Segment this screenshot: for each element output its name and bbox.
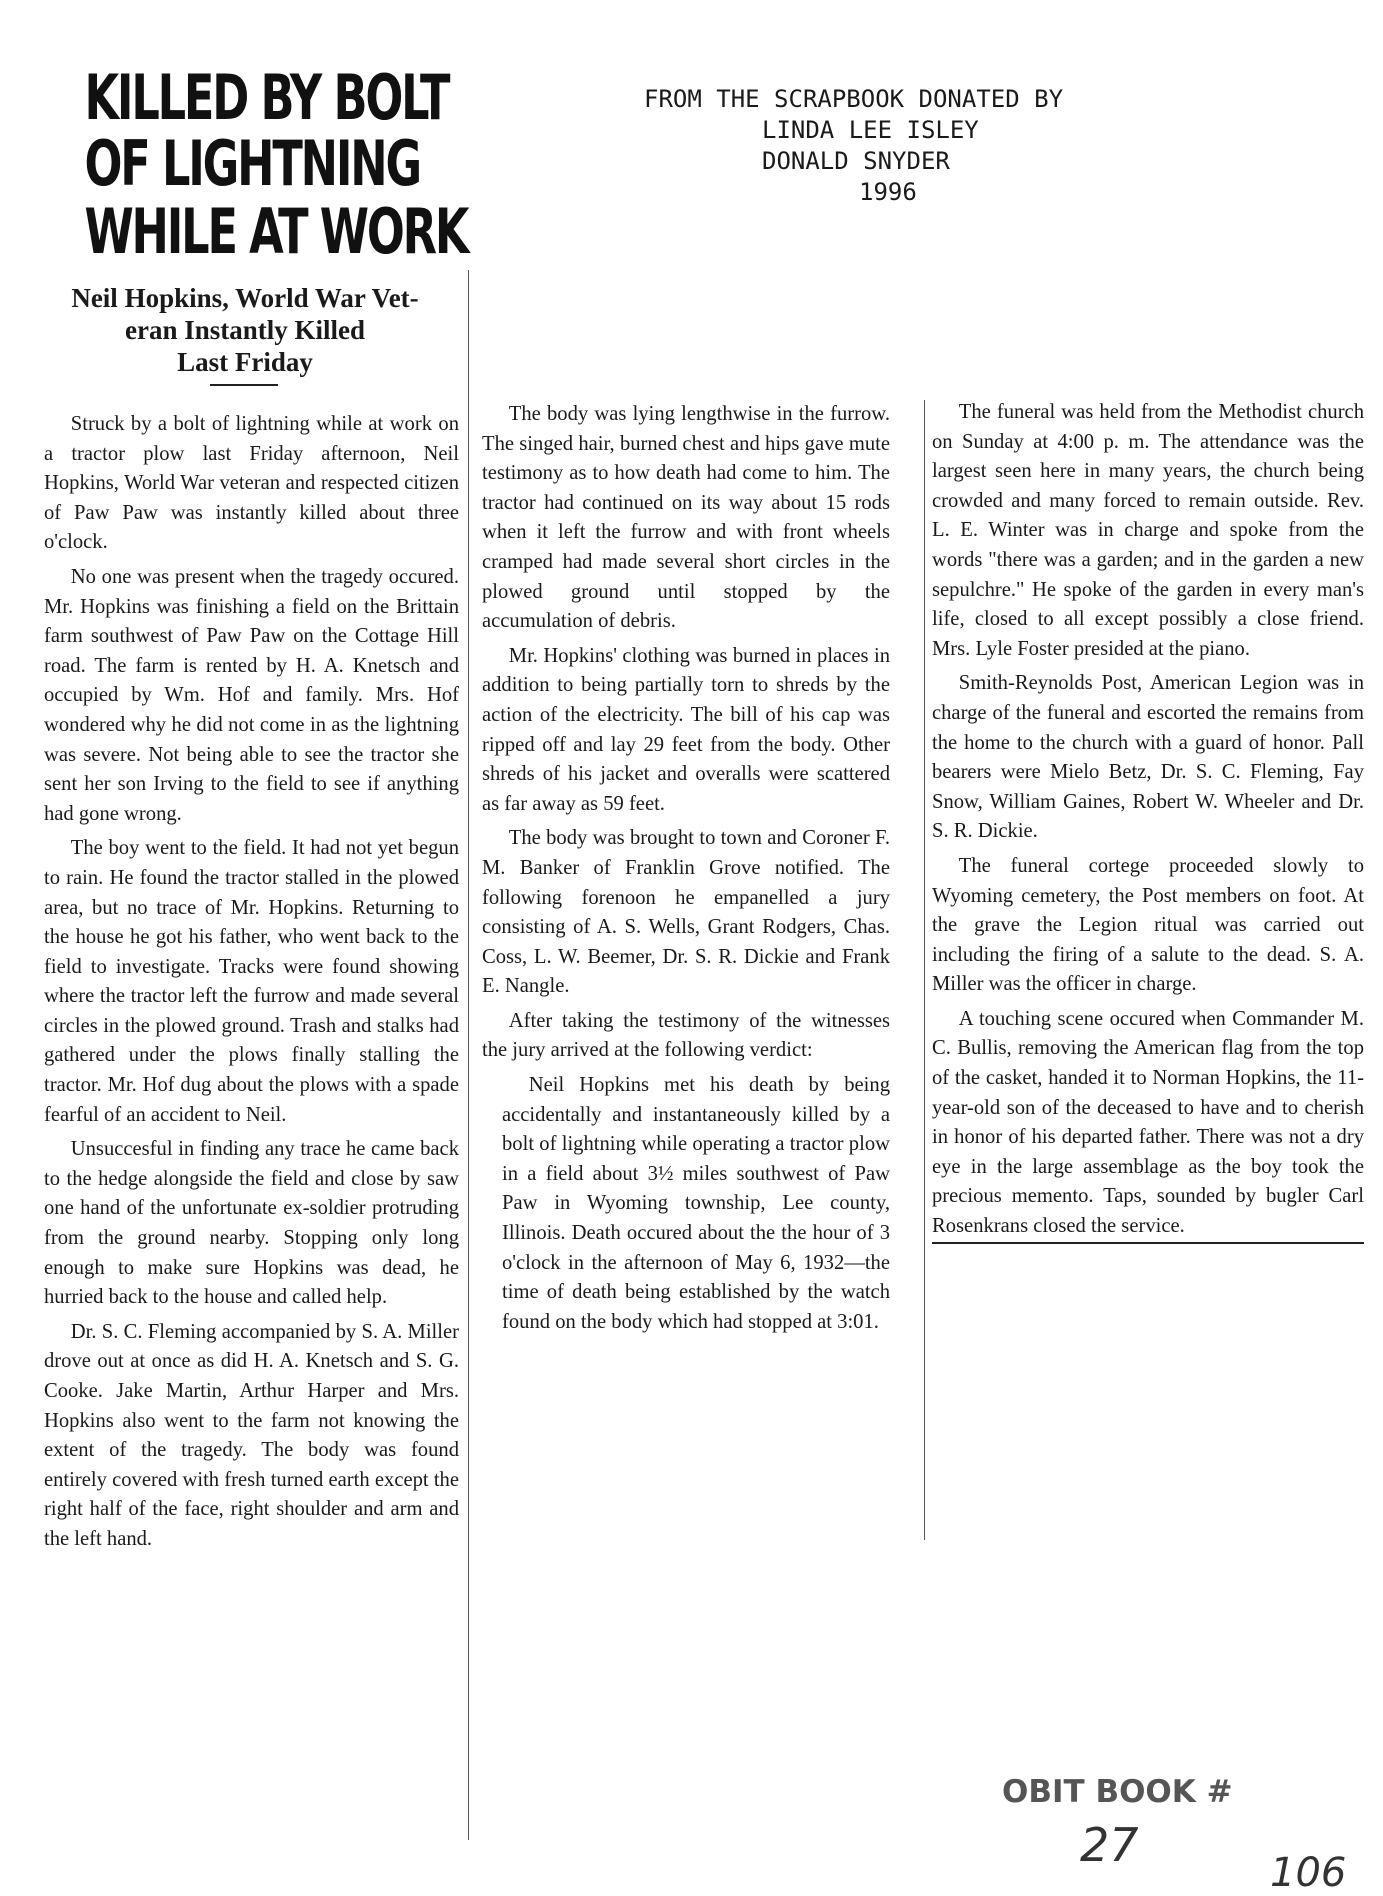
scrapbook-stamp — [644, 84, 1084, 208]
subheadline-line-3: Last Friday — [177, 347, 313, 377]
paragraph: Mr. Hopkins' clothing was burned in places in addition to being partially torn to shreds by the action of the electricity. The bill of his cap was ripped off and lay 29 feet from the body. Other shreds of his jacket and overalls were scattered as far away as 59 feet. — [482, 644, 890, 815]
paragraph: The funeral cortege proceeded slowly to Wyoming cemetery, the Post members on foot. At the grave the Legion ritual was carried out including the firing of a salute to the dead. S. A. Miller was the officer in charge. — [932, 854, 1364, 996]
paragraph: The body was lying lengthwise in the furrow. The singed hair, burned chest and hips gave mute testimony as to how death had come to him. The tractor had continued on its way about 15 rods when it left the furrow and with front wheels cramped had made several short circles in the plowed ground until stopped by the accumulation of debris. — [482, 403, 890, 633]
page-number: 106 — [1270, 1850, 1347, 1896]
paragraph: A touching scene occured when Commander M. C. Bullis, removing the American flag from the top of the casket, handed it to Norman Hopkins, the 11-year-old son of the deceased to have and to cherish in honor of his departed father. There was not a dry eye in the large assemblage as the boy took the precious memento. Taps, sounded by bugler Carl Rosenkrans closed the service. — [932, 1005, 1364, 1244]
headline-line-1: KILLED BY BOLT — [84, 61, 449, 134]
headline — [22, 55, 468, 268]
article-column-3 — [932, 398, 1364, 1249]
obit-book-label: OBIT BOOK # — [1002, 1774, 1233, 1810]
article-column-1 — [44, 410, 459, 1560]
subheadline-line-1: Neil Hopkins, World War Vet- — [71, 283, 419, 313]
subheadline-line-2: eran Instantly Killed — [124, 315, 366, 345]
stamp-line-1: FROM THE SCRAPBOOK DONATED BY — [644, 85, 1064, 113]
article-column-2 — [482, 400, 890, 1342]
obit-book-number: 27 — [1080, 1818, 1139, 1872]
paragraph: Struck by a bolt of lightning while at work on a tractor plow last Friday afternoon, Neil Hopkins, World War veteran and respected citizen of Paw Paw was instantly killed about three o'clock. — [44, 413, 459, 554]
divider-rule — [210, 384, 278, 386]
paragraph: The funeral was held from the Methodist church on Sunday at 4:00 p. m. The attendance was the largest seen here in many years, the church being crowded and many forced to remain outside. Rev. L. E. Winter was in charge and spoke from the words "there was a garden; and in the garden a new sepulchre." He spoke of the garden in every man's life, closed to all except possibly a close friend. Mrs. Lyle Foster presided at the piano. — [932, 401, 1364, 660]
paragraph: Smith-Reynolds Post, American Legion was in charge of the funeral and escorted the remains from the home to the church with a guard of honor. Pall bearers were Mielo Betz, Dr. S. C. Fleming, Fay Snow, William Gaines, Robert W. Wheeler and Dr. S. R. Dickie. — [932, 672, 1364, 843]
verdict-paragraph: Neil Hopkins met his death by being accidentally and instantaneously killed by a bolt of lightning while operating a tractor plow in a field about 3½ miles southwest of Paw Paw in Wyoming township, Lee county, Illinois. Death occured about the the hour of 3 o'clock in the afternoon of May 6, 1932—the time of death being established by the watch found on the body which had stopped at 3:01. — [502, 1074, 890, 1333]
paragraph: Unsuccesful in finding any trace he came back to the hedge alongside the field and close by saw one hand of the unfortunate ex-soldier protruding from the ground nearby. Stopping only long enough to make sure Hopkins was dead, he hurried back to the house and called help. — [44, 1138, 459, 1309]
stamp-line-4: 1996 — [859, 178, 917, 206]
paragraph: No one was present when the tragedy occured. Mr. Hopkins was finishing a field on the Brittain farm southwest of Paw Paw on the Cottage Hill road. The farm is rented by H. A. Knetsch and occupied by Wm. Hof and family. Mrs. Hof wondered why he did not come in as the lightning was severe. Not being able to see the tractor she sent her son Irving to the field to see if anything had gone wrong. — [44, 565, 459, 825]
headline-line-2: OF LIGHTNING — [84, 127, 420, 200]
stamp-line-3: DONALD SNYDER — [762, 147, 950, 175]
column-divider — [924, 400, 925, 1540]
paragraph: The body was brought to town and Coroner F. M. Banker of Franklin Grove notified. The following forenoon he empanelled a jury consisting of A. S. Wells, Grant Rodgers, Chas. Coss, L. W. Beemer, Dr. S. R. Dickie and Frank E. Nangle. — [482, 827, 890, 998]
paragraph: After taking the testimony of the witnesses the jury arrived at the following verdict: — [482, 1009, 890, 1062]
stamp-line-2: LINDA LEE ISLEY — [762, 116, 979, 144]
paragraph: The boy went to the field. It had not yet begun to rain. He found the tractor stalled in the plowed area, but no trace of Mr. Hopkins. Returning to the house he got his father, who went back to the field to investigate. Tracks were found showing where the tractor left the furrow and made several circles in the plowed ground. Trash and stalks had gathered under the plows finally stalling the tractor. Mr. Hof dug about the plows with a spade fearful of an accident to Neil. — [44, 837, 459, 1126]
column-divider — [468, 270, 469, 1840]
subheadline — [22, 282, 468, 378]
headline-line-3: WHILE AT WORK — [84, 195, 468, 268]
paragraph: Dr. S. C. Fleming accompanied by S. A. Miller drove out at once as did H. A. Knetsch and S. G. Cooke. Jake Martin, Arthur Harper and Mrs. Hopkins also went to the farm not knowing the extent of the tragedy. The body was found entirely covered with fresh turned earth except the right half of the face, right shoulder and arm and the left hand. — [44, 1320, 459, 1550]
